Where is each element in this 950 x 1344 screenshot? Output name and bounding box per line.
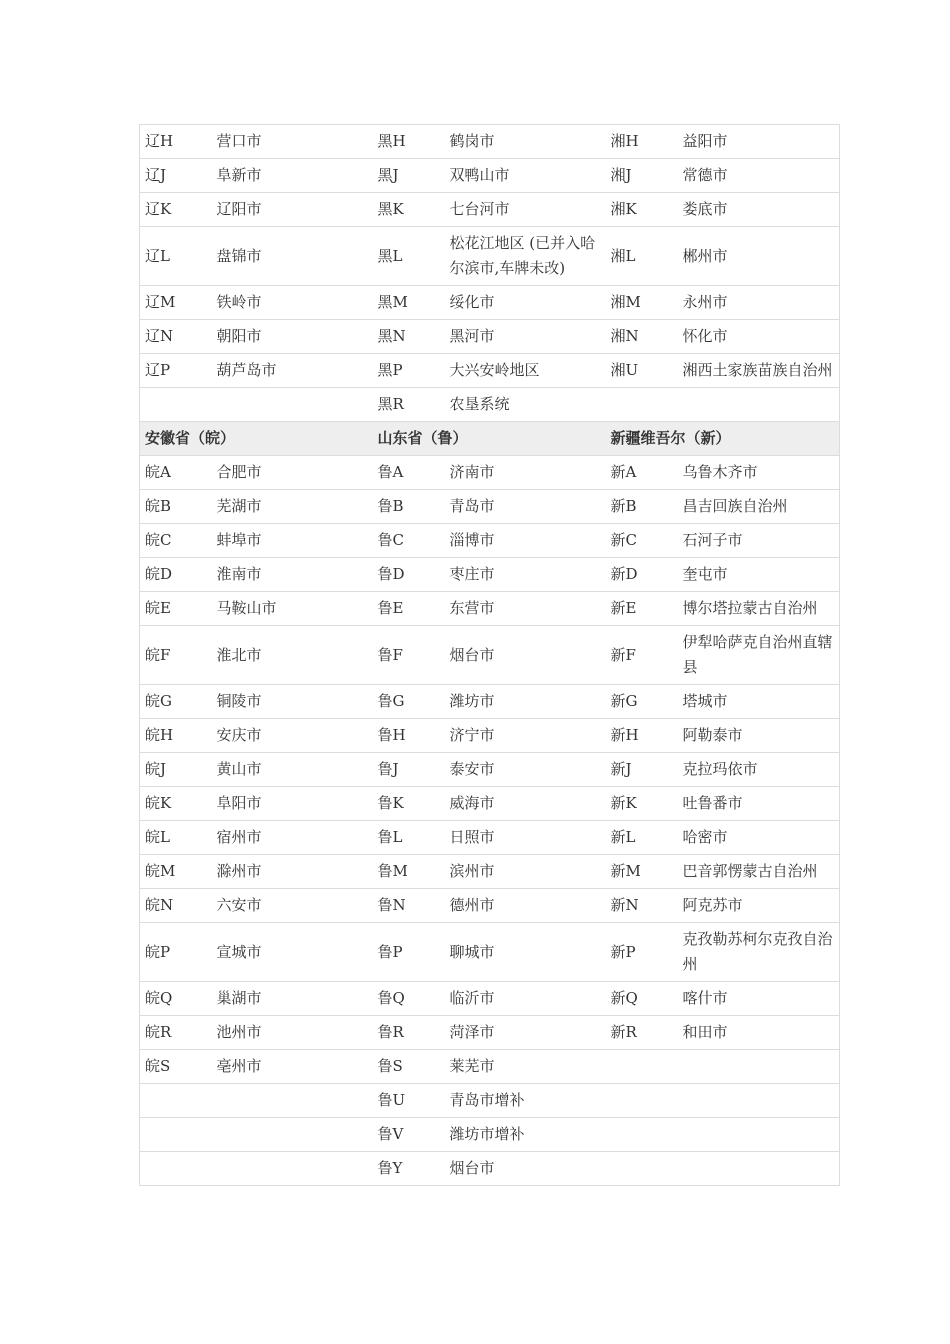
plate-code-cell: 新F (606, 626, 678, 685)
plate-code-cell: 黑N (373, 320, 445, 354)
plate-code-cell: 皖B (140, 490, 212, 524)
table-row (140, 855, 840, 889)
plate-code-cell: 辽N (140, 320, 212, 354)
city-name-cell: 伊犁哈萨克自治州直辖县 (678, 626, 840, 685)
city-name-cell: 青岛市 (445, 490, 606, 524)
plate-code-cell: 皖G (140, 685, 212, 719)
plate-code-cell: 新A (606, 456, 678, 490)
plate-code-cell: 鲁Y (373, 1152, 445, 1186)
city-name-cell: 池州市 (212, 1016, 373, 1050)
city-name-cell: 克拉玛依市 (678, 753, 840, 787)
plate-code-cell: 黑K (373, 193, 445, 227)
city-name-cell: 临沂市 (445, 982, 606, 1016)
plate-code-cell: 皖J (140, 753, 212, 787)
city-name-cell: 合肥市 (212, 456, 373, 490)
city-name-cell: 双鸭山市 (445, 159, 606, 193)
city-name-cell (678, 1050, 840, 1084)
city-name-cell: 烟台市 (445, 1152, 606, 1186)
table-row (140, 1016, 840, 1050)
city-name-cell: 怀化市 (678, 320, 840, 354)
plate-code-cell (606, 388, 678, 422)
plate-code-cell: 鲁N (373, 889, 445, 923)
city-name-cell (678, 1118, 840, 1152)
city-name-cell: 永州市 (678, 286, 840, 320)
table-row (140, 558, 840, 592)
table-row (140, 490, 840, 524)
plate-code-cell: 皖P (140, 923, 212, 982)
plate-code-cell (606, 1152, 678, 1186)
city-name-cell: 淮北市 (212, 626, 373, 685)
plate-code-cell: 新B (606, 490, 678, 524)
table-row (140, 1118, 840, 1152)
table-row (140, 923, 840, 982)
plate-code-cell: 新K (606, 787, 678, 821)
plate-code-cell: 鲁Q (373, 982, 445, 1016)
city-name-cell: 湘西土家族苗族自治州 (678, 354, 840, 388)
plate-code-cell: 湘J (606, 159, 678, 193)
table-row (140, 354, 840, 388)
plate-code-cell: 皖L (140, 821, 212, 855)
city-name-cell: 盘锦市 (212, 227, 373, 286)
table-row (140, 719, 840, 753)
city-name-cell: 阜新市 (212, 159, 373, 193)
city-name-cell: 铜陵市 (212, 685, 373, 719)
city-name-cell: 大兴安岭地区 (445, 354, 606, 388)
plate-code-cell: 新G (606, 685, 678, 719)
plate-code-cell: 辽P (140, 354, 212, 388)
city-name-cell: 淮南市 (212, 558, 373, 592)
plate-code-cell: 皖D (140, 558, 212, 592)
city-name-cell: 喀什市 (678, 982, 840, 1016)
city-name-cell: 安庆市 (212, 719, 373, 753)
plate-code-cell: 新M (606, 855, 678, 889)
city-name-cell: 塔城市 (678, 685, 840, 719)
city-name-cell: 枣庄市 (445, 558, 606, 592)
table-row (140, 753, 840, 787)
city-name-cell: 亳州市 (212, 1050, 373, 1084)
plate-code-cell: 湘K (606, 193, 678, 227)
city-name-cell: 石河子市 (678, 524, 840, 558)
plate-code-cell: 皖F (140, 626, 212, 685)
plate-code-cell: 黑H (373, 125, 445, 159)
plate-code-cell: 新J (606, 753, 678, 787)
plate-code-cell: 辽J (140, 159, 212, 193)
city-name-cell: 聊城市 (445, 923, 606, 982)
table-row (140, 1050, 840, 1084)
city-name-cell: 营口市 (212, 125, 373, 159)
plate-code-cell: 湘U (606, 354, 678, 388)
city-name-cell: 农垦系统 (445, 388, 606, 422)
city-name-cell (212, 1084, 373, 1118)
plate-code-cell: 鲁P (373, 923, 445, 982)
section-header-row (140, 422, 840, 456)
city-name-cell: 潍坊市 (445, 685, 606, 719)
plate-code-cell: 鲁D (373, 558, 445, 592)
plate-code-cell (606, 1118, 678, 1152)
table-row (140, 982, 840, 1016)
plate-code-cell: 皖S (140, 1050, 212, 1084)
plate-code-cell: 湘M (606, 286, 678, 320)
table-row (140, 1152, 840, 1186)
city-name-cell: 烟台市 (445, 626, 606, 685)
plate-code-cell: 新R (606, 1016, 678, 1050)
plate-code-cell: 鲁R (373, 1016, 445, 1050)
plate-code-cell: 黑P (373, 354, 445, 388)
city-name-cell: 潍坊市增补 (445, 1118, 606, 1152)
plate-code-cell: 鲁S (373, 1050, 445, 1084)
plate-code-cell: 辽H (140, 125, 212, 159)
plate-code-cell (606, 1050, 678, 1084)
table-row (140, 286, 840, 320)
plate-code-cell: 辽M (140, 286, 212, 320)
province-header: 新疆维吾尔（新） (606, 422, 840, 456)
city-name-cell: 济南市 (445, 456, 606, 490)
city-name-cell: 哈密市 (678, 821, 840, 855)
plate-code-cell: 鲁U (373, 1084, 445, 1118)
city-name-cell: 乌鲁木齐市 (678, 456, 840, 490)
city-name-cell: 阿勒泰市 (678, 719, 840, 753)
plate-code-cell: 新D (606, 558, 678, 592)
table-row (140, 159, 840, 193)
city-name-cell (678, 1084, 840, 1118)
city-name-cell: 宿州市 (212, 821, 373, 855)
plate-code-cell: 黑L (373, 227, 445, 286)
plate-code-cell: 皖N (140, 889, 212, 923)
city-name-cell: 威海市 (445, 787, 606, 821)
plate-code-cell: 辽L (140, 227, 212, 286)
plate-code-cell: 鲁L (373, 821, 445, 855)
plate-code-cell: 皖A (140, 456, 212, 490)
table-row (140, 125, 840, 159)
city-name-cell: 马鞍山市 (212, 592, 373, 626)
city-name-cell: 黑河市 (445, 320, 606, 354)
city-name-cell: 娄底市 (678, 193, 840, 227)
city-name-cell: 博尔塔拉蒙古自治州 (678, 592, 840, 626)
plate-code-cell: 新P (606, 923, 678, 982)
city-name-cell: 昌吉回族自治州 (678, 490, 840, 524)
plate-code-cell: 皖Q (140, 982, 212, 1016)
city-name-cell: 芜湖市 (212, 490, 373, 524)
plate-code-cell: 新L (606, 821, 678, 855)
city-name-cell (678, 1152, 840, 1186)
province-header: 山东省（鲁） (373, 422, 606, 456)
plate-code-cell: 皖M (140, 855, 212, 889)
city-name-cell: 葫芦岛市 (212, 354, 373, 388)
table-row (140, 685, 840, 719)
city-name-cell: 益阳市 (678, 125, 840, 159)
city-name-cell: 和田市 (678, 1016, 840, 1050)
table-row (140, 592, 840, 626)
city-name-cell: 滨州市 (445, 855, 606, 889)
city-name-cell: 七台河市 (445, 193, 606, 227)
city-name-cell: 巴音郭愣蒙古自治州 (678, 855, 840, 889)
city-name-cell (212, 1152, 373, 1186)
table-row (140, 388, 840, 422)
city-name-cell: 日照市 (445, 821, 606, 855)
plate-code-cell: 皖C (140, 524, 212, 558)
plate-code-cell (140, 388, 212, 422)
plate-code-cell: 鲁E (373, 592, 445, 626)
city-name-cell: 济宁市 (445, 719, 606, 753)
city-name-cell: 菏泽市 (445, 1016, 606, 1050)
city-name-cell: 淄博市 (445, 524, 606, 558)
plate-code-cell (140, 1152, 212, 1186)
plate-code-cell (140, 1118, 212, 1152)
city-name-cell: 辽阳市 (212, 193, 373, 227)
table-row (140, 889, 840, 923)
plate-code-cell: 新N (606, 889, 678, 923)
license-plate-table (139, 124, 840, 1186)
plate-code-cell: 新Q (606, 982, 678, 1016)
table-row (140, 1084, 840, 1118)
city-name-cell: 德州市 (445, 889, 606, 923)
city-name-cell: 鹤岗市 (445, 125, 606, 159)
plate-code-cell: 新C (606, 524, 678, 558)
city-name-cell: 六安市 (212, 889, 373, 923)
city-name-cell: 巢湖市 (212, 982, 373, 1016)
plate-code-cell: 湘N (606, 320, 678, 354)
plate-code-cell: 鲁F (373, 626, 445, 685)
plate-code-cell: 皖H (140, 719, 212, 753)
table-row (140, 227, 840, 286)
city-name-cell: 东营市 (445, 592, 606, 626)
plate-code-cell: 鲁B (373, 490, 445, 524)
table-row (140, 626, 840, 685)
table-row (140, 787, 840, 821)
city-name-cell: 滁州市 (212, 855, 373, 889)
plate-code-cell: 鲁G (373, 685, 445, 719)
city-name-cell: 克孜勒苏柯尔克孜自治州 (678, 923, 840, 982)
city-name-cell: 莱芜市 (445, 1050, 606, 1084)
plate-code-cell: 新E (606, 592, 678, 626)
city-name-cell: 奎屯市 (678, 558, 840, 592)
city-name-cell (212, 1118, 373, 1152)
plate-code-cell: 黑R (373, 388, 445, 422)
city-name-cell: 宣城市 (212, 923, 373, 982)
plate-code-cell: 鲁K (373, 787, 445, 821)
plate-code-cell: 鲁V (373, 1118, 445, 1152)
plate-code-cell: 皖E (140, 592, 212, 626)
plate-code-cell: 湘L (606, 227, 678, 286)
city-name-cell: 郴州市 (678, 227, 840, 286)
plate-code-cell: 黑J (373, 159, 445, 193)
table-row (140, 524, 840, 558)
city-name-cell: 阜阳市 (212, 787, 373, 821)
plate-code-cell: 鲁J (373, 753, 445, 787)
city-name-cell (678, 388, 840, 422)
city-name-cell: 蚌埠市 (212, 524, 373, 558)
table-row (140, 320, 840, 354)
province-header: 安徽省（皖） (140, 422, 373, 456)
table-row (140, 193, 840, 227)
city-name-cell: 绥化市 (445, 286, 606, 320)
plate-code-cell: 皖R (140, 1016, 212, 1050)
plate-code-cell: 黑M (373, 286, 445, 320)
plate-code-cell: 新H (606, 719, 678, 753)
plate-code-cell: 鲁C (373, 524, 445, 558)
plate-code-cell (606, 1084, 678, 1118)
city-name-cell: 常德市 (678, 159, 840, 193)
plate-code-cell: 皖K (140, 787, 212, 821)
plate-code-cell (140, 1084, 212, 1118)
city-name-cell: 青岛市增补 (445, 1084, 606, 1118)
city-name-cell: 阿克苏市 (678, 889, 840, 923)
city-name-cell: 泰安市 (445, 753, 606, 787)
plate-code-cell: 鲁M (373, 855, 445, 889)
city-name-cell: 朝阳市 (212, 320, 373, 354)
city-name-cell (212, 388, 373, 422)
city-name-cell: 铁岭市 (212, 286, 373, 320)
table-row (140, 821, 840, 855)
plate-code-cell: 湘H (606, 125, 678, 159)
city-name-cell: 松花江地区 (已并入哈尔滨市,车牌未改) (445, 227, 606, 286)
plate-code-cell: 鲁H (373, 719, 445, 753)
plate-code-cell: 辽K (140, 193, 212, 227)
table-row (140, 456, 840, 490)
city-name-cell: 吐鲁番市 (678, 787, 840, 821)
city-name-cell: 黄山市 (212, 753, 373, 787)
plate-code-cell: 鲁A (373, 456, 445, 490)
